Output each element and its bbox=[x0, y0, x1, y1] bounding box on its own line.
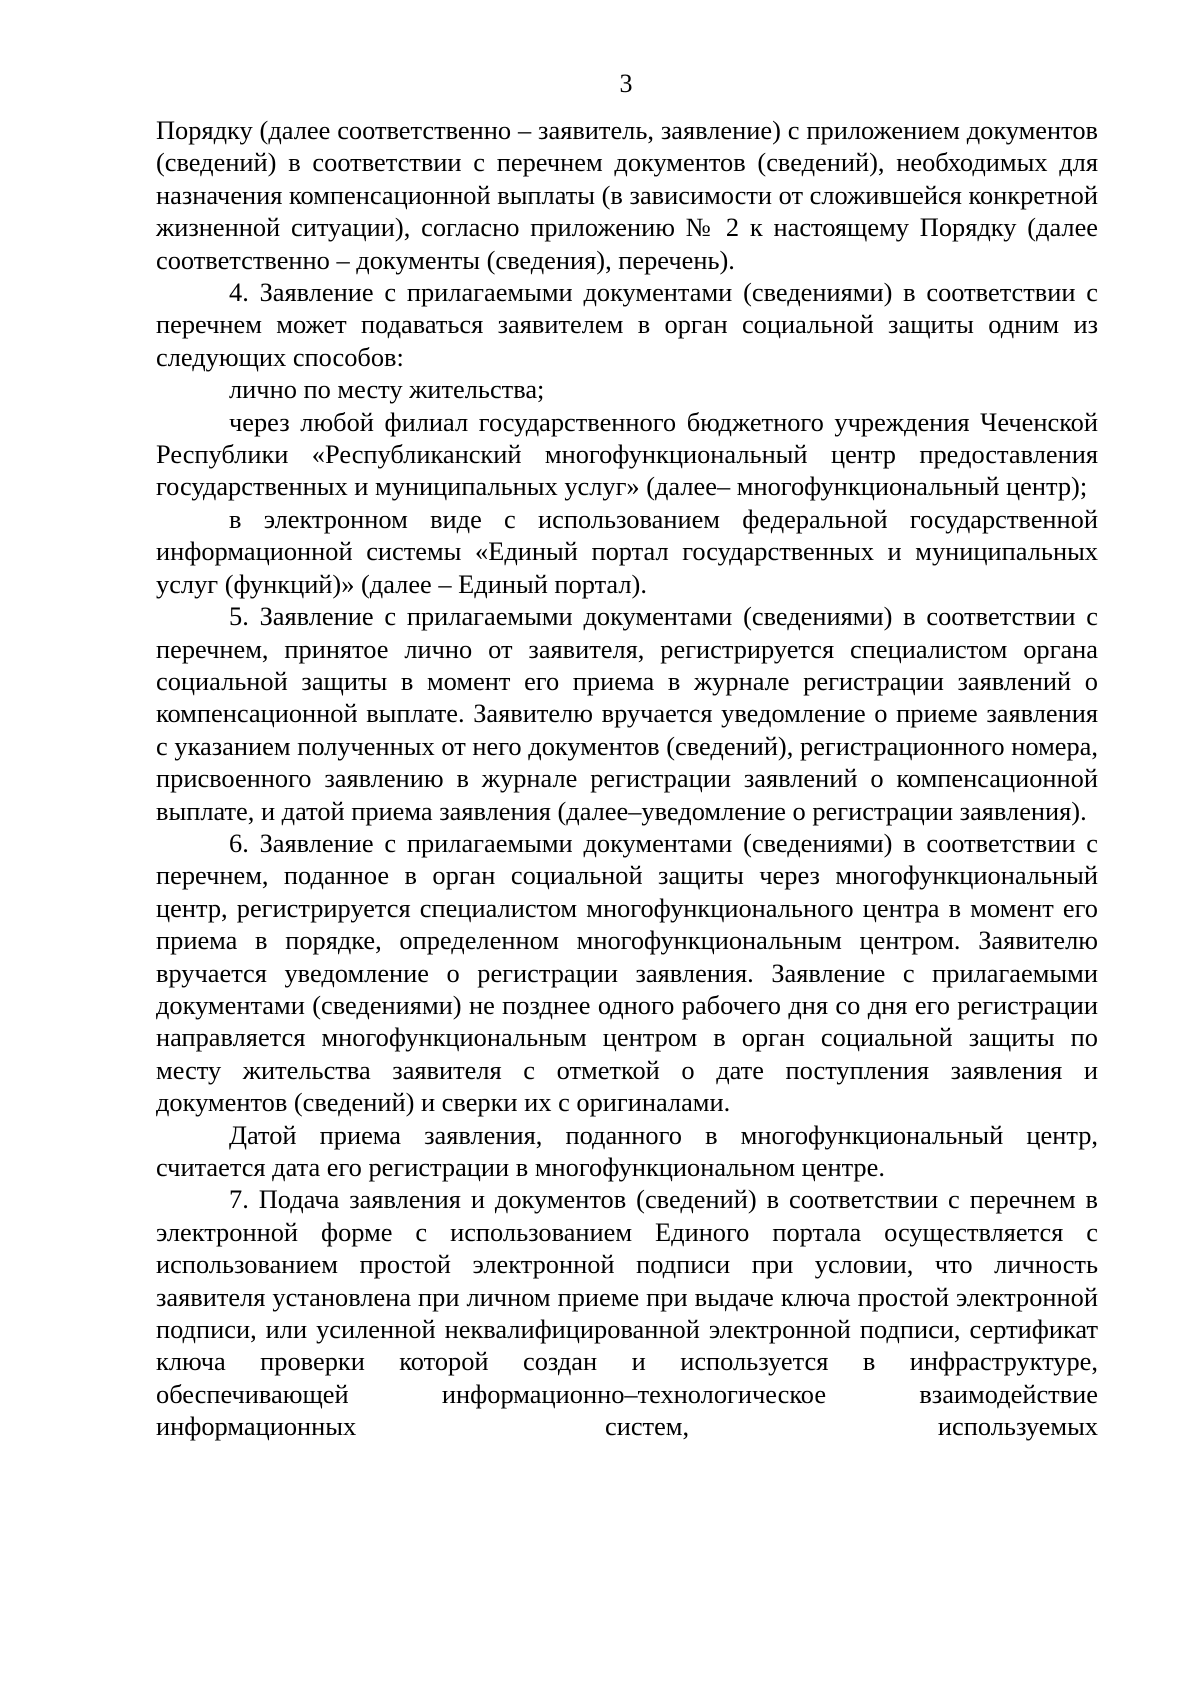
document-body bbox=[156, 114, 1098, 1443]
paragraph-item-7: 7. Подача заявления и документов (сведений) в соответствии с перечнем в электронной форме с использованием Единого портала осуществляется с использованием простой электронной подписи при условии, что личность заявителя установлена при личном приеме при выдаче ключа простой электронной подписи, или усиленной неквалифицированной электронной подписи, сертификат ключа проверки которой создан и используется в инфраструктуре, обеспечивающей информационно–технологическое взаимодействие информационных систем, используемых bbox=[156, 1184, 1098, 1442]
paragraph-item-6: 6. Заявление с прилагаемыми документами (сведениями) в соответствии с перечнем, поданное в орган социальной защиты через многофункциональный центр, регистрируется специалистом многофункционального центра в момент его приема в порядке, определенном многофункциональным центром. Заявителю вручается уведомление о регистрации заявления. Заявление с прилагаемыми документами (сведениями) не позднее одного рабочего дня со дня его регистрации направляется многофункциональным центром в орган социальной защиты по месту жительства заявителя с отметкой о дате поступления заявления и документов (сведений) и сверки их с оригиналами. bbox=[156, 827, 1098, 1118]
paragraph-method-electronic: в электронном виде с использованием федеральной государственной информационной системы «Единый портал государственных и муниципальных услуг (функций)» (далее – Единый портал). bbox=[156, 503, 1098, 599]
paragraph-continuation: Порядку (далее соответственно – заявитель, заявление) с приложением документов (сведений) в соответствии с перечнем документов (сведений), необходимых для назначения компенсационной выплаты (в зависимости от сложившейся конкретной жизненной ситуации), согласно приложению № 2 к настоящему Порядку (далее соответственно – документы (сведения), перечень). bbox=[156, 115, 1098, 275]
paragraph-item-4: 4. Заявление с прилагаемыми документами (сведениями) в соответствии с перечнем может подаваться заявителем в орган социальной защиты одним из следующих способов: bbox=[156, 277, 1098, 372]
paragraph-method-mfc: через любой филиал государственного бюджетного учреждения Чеченской Республики «Республиканский многофункциональный центр предоставления государственных и муниципальных услуг» (далее– многофункциональный центр); bbox=[156, 406, 1098, 502]
paragraph-method-in-person: лично по месту жительства; bbox=[229, 374, 545, 405]
paragraph-item-5: 5. Заявление с прилагаемыми документами (сведениями) в соответствии с перечнем, принятое лично от заявителя, регистрируется специалистом органа социальной защиты в момент его приема в журнале регистрации заявлений о компенсационной выплате. Заявителю вручается уведомление о приеме заявления с указанием полученных от него документов (сведений), регистрационного номера, присвоенного заявлению в журнале регистрации заявлений о компенсационной выплате, и датой приема заявления (далее–уведомление о регистрации заявления). bbox=[156, 601, 1098, 826]
page-number: 3 bbox=[619, 69, 633, 98]
paragraph-acceptance-date: Датой приема заявления, поданного в многофункциональный центр, считается дата его регистрации в многофункциональном центре. bbox=[156, 1119, 1098, 1182]
